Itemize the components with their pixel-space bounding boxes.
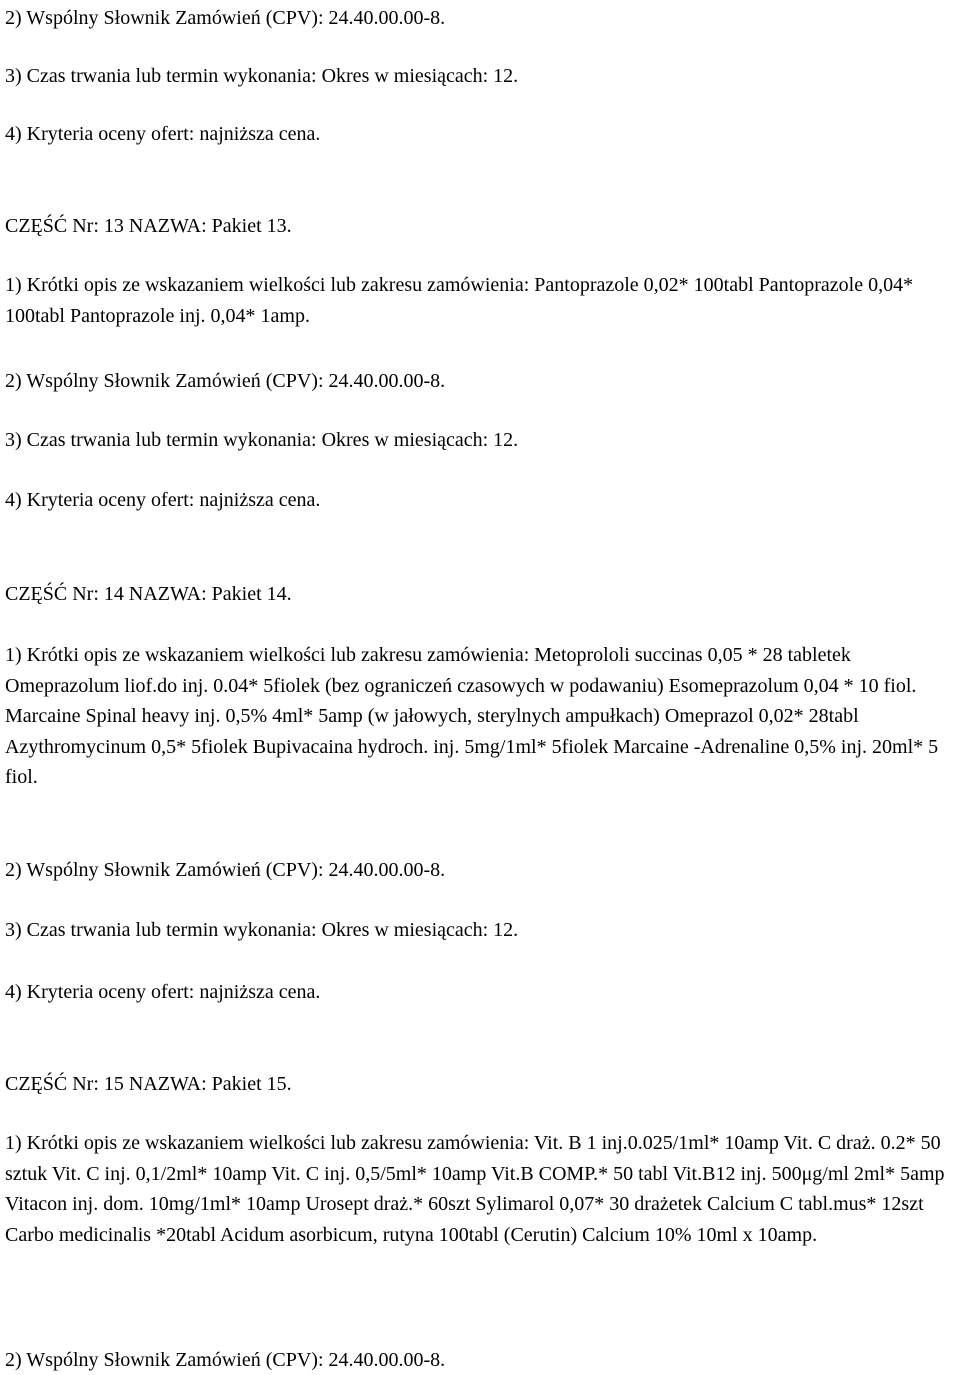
cpv-line: 2) Wspólny Słownik Zamówień (CPV): 24.40.00.00-8. <box>5 370 446 392</box>
part-description: 1) Krótki opis ze wskazaniem wielkości lub zakresu zamówienia: Pantoprazole 0,02* 100tabl Pantoprazole 0,04* 100tabl Pantoprazole inj. 0,04* 1amp. <box>5 274 914 327</box>
part-heading: CZĘŚĆ Nr: 13 NAZWA: Pakiet 13. <box>5 215 292 237</box>
criteria-line: 4) Kryteria oceny ofert: najniższa cena. <box>5 489 321 511</box>
criteria-line: 4) Kryteria oceny ofert: najniższa cena. <box>5 981 321 1003</box>
cpv-line: 2) Wspólny Słownik Zamówień (CPV): 24.40.00.00-8. <box>5 1349 446 1371</box>
cpv-line: 2) Wspólny Słownik Zamówień (CPV): 24.40.00.00-8. <box>5 7 446 29</box>
cpv-line: 2) Wspólny Słownik Zamówień (CPV): 24.40.00.00-8. <box>5 859 446 881</box>
duration-line: 3) Czas trwania lub termin wykonania: Okres w miesiącach: 12. <box>5 65 519 87</box>
duration-line: 3) Czas trwania lub termin wykonania: Okres w miesiącach: 12. <box>5 429 519 451</box>
part-heading: CZĘŚĆ Nr: 15 NAZWA: Pakiet 15. <box>5 1073 292 1095</box>
part-description: 1) Krótki opis ze wskazaniem wielkości lub zakresu zamówienia: Metoprololi succinas 0,05 * 28 tabletek Omeprazolum liof.do inj. 0.04* 5fiolek (bez ograniczeń czasowych w podawaniu) Esomeprazolum 0,04 * 10 fiol. Marcaine Spinal heavy inj. 0,5% 4ml* 5amp (w jałowych, sterylnych ampułkach) Omeprazol 0,02* 28tabl Azythromycinum 0,5* 5fiolek Bupivacaina hydroch. inj. 5mg/1ml* 5fiolek Marcaine -Adrenaline 0,5% inj. 20ml* 5 fiol. <box>5 644 939 788</box>
part-heading: CZĘŚĆ Nr: 14 NAZWA: Pakiet 14. <box>5 583 292 605</box>
part-description: 1) Krótki opis ze wskazaniem wielkości lub zakresu zamówienia: Vit. B 1 inj.0.025/1ml* 10amp Vit. C draż. 0.2* 50 sztuk Vit. C inj. 0,1/2ml* 10amp Vit. C inj. 0,5/5ml* 10amp Vit.B COMP.* 50 tabl Vit.B12 inj. 500μg/ml 2ml* 5amp Vitacon inj. dom. 10mg/1ml* 10amp Urosept draż.* 60szt Sylimarol 0,07* 30 drażetek Calcium C tabl.mus* 12szt Carbo medicinalis *20tabl Acidum asorbicum, rutyna 100tabl (Cerutin) Calcium 10% 10ml x 10amp. <box>5 1132 945 1246</box>
duration-line: 3) Czas trwania lub termin wykonania: Okres w miesiącach: 12. <box>5 919 519 941</box>
criteria-line: 4) Kryteria oceny ofert: najniższa cena. <box>5 123 321 145</box>
